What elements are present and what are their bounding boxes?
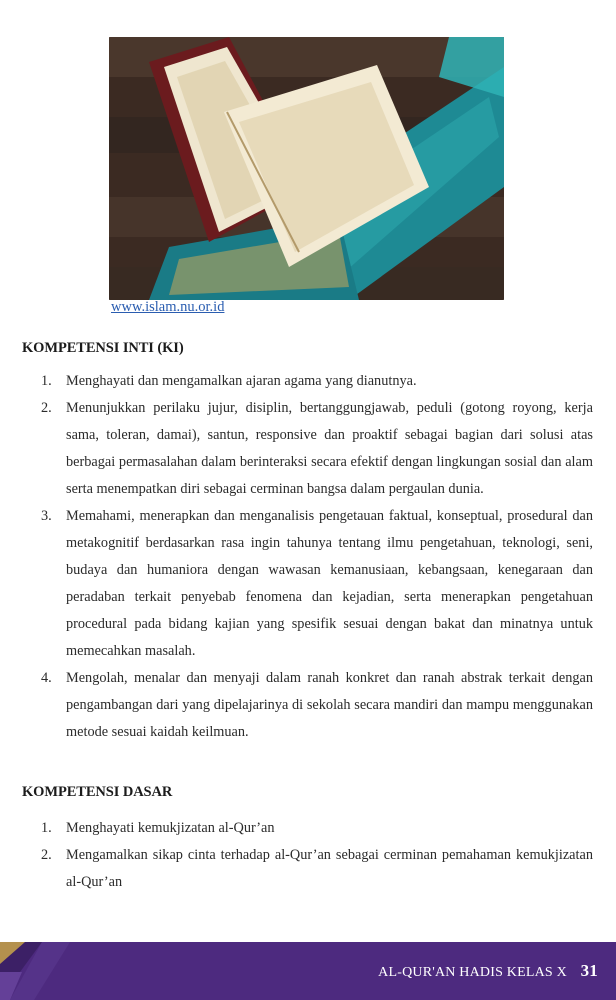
list-text: Mengolah, menalar dan menyaji dalam ranah konkret dan ranah abstrak terkait dengan pengambangan dari yang dipelajarinya di sekolah secara mandiri dan mampu menggunakan metode sesuai kaidah keilmuan.: [66, 670, 593, 740]
list-item: [38, 665, 593, 746]
list-number: 1.: [41, 373, 52, 389]
list-item: [38, 395, 593, 503]
quran-photo-illustration: [109, 37, 504, 300]
list-item: [38, 503, 593, 665]
list-text: Menghayati kemukjizatan al-Qur’an: [66, 820, 275, 836]
list-item: [38, 842, 593, 896]
list-number: 2.: [41, 400, 52, 416]
list-text: Mengamalkan sikap cinta terhadap al-Qur’an sebagai cerminan pemahaman kemukjizatan al-Qur’an: [66, 847, 593, 890]
kd-heading: KOMPETENSI DASAR: [22, 784, 173, 800]
list-text: Menunjukkan perilaku jujur, disiplin, bertanggungjawab, peduli (gotong royong, kerja sama, toleran, damai), santun, responsive dan proaktif sebagai bagian dari solusi atas berbagai permasalahan dalam berinteraksi secara efektif dengan lingkungan sosial dan alam serta menempatkan diri sebagai cerminan bangsa dalam pergaulan dunia.: [66, 400, 593, 497]
list-item: [38, 815, 593, 842]
kd-list: [38, 815, 593, 896]
list-text: Memahami, menerapkan dan menganalisis pengetauan faktual, konseptual, prosedural dan metakognitif berdasarkan rasa ingin tahunya tentang ilmu pengetahuan, teknologi, seni, budaya dan humaniora dengan wawasan kemanusiaan, kebangsaan, kenegaraan dan peradaban terkait penyebab fenomena dan kejadian, serta menerapkan pengetahuan procedural pada bidang kajian yang spesifik sesuai dengan bakat dan minatnya untuk memecahkan masalah.: [66, 508, 593, 659]
quran-photo: [109, 37, 504, 300]
page-number: 31: [580, 961, 598, 980]
list-text: Menghayati dan mengamalkan ajaran agama yang dianutnya.: [66, 373, 417, 389]
ki-heading: KOMPETENSI INTI (KI): [22, 340, 184, 356]
ki-list: [38, 368, 593, 746]
list-number: 1.: [41, 820, 52, 836]
book-title: AL-QUR'AN HADIS KELAS X: [378, 965, 567, 980]
list-number: 3.: [41, 508, 52, 524]
photo-caption[interactable]: www.islam.nu.or.id: [111, 299, 225, 315]
list-item: [38, 368, 593, 395]
footer-text: [378, 961, 598, 981]
list-number: 2.: [41, 847, 52, 863]
list-number: 4.: [41, 670, 52, 686]
page-footer: [0, 942, 616, 1000]
